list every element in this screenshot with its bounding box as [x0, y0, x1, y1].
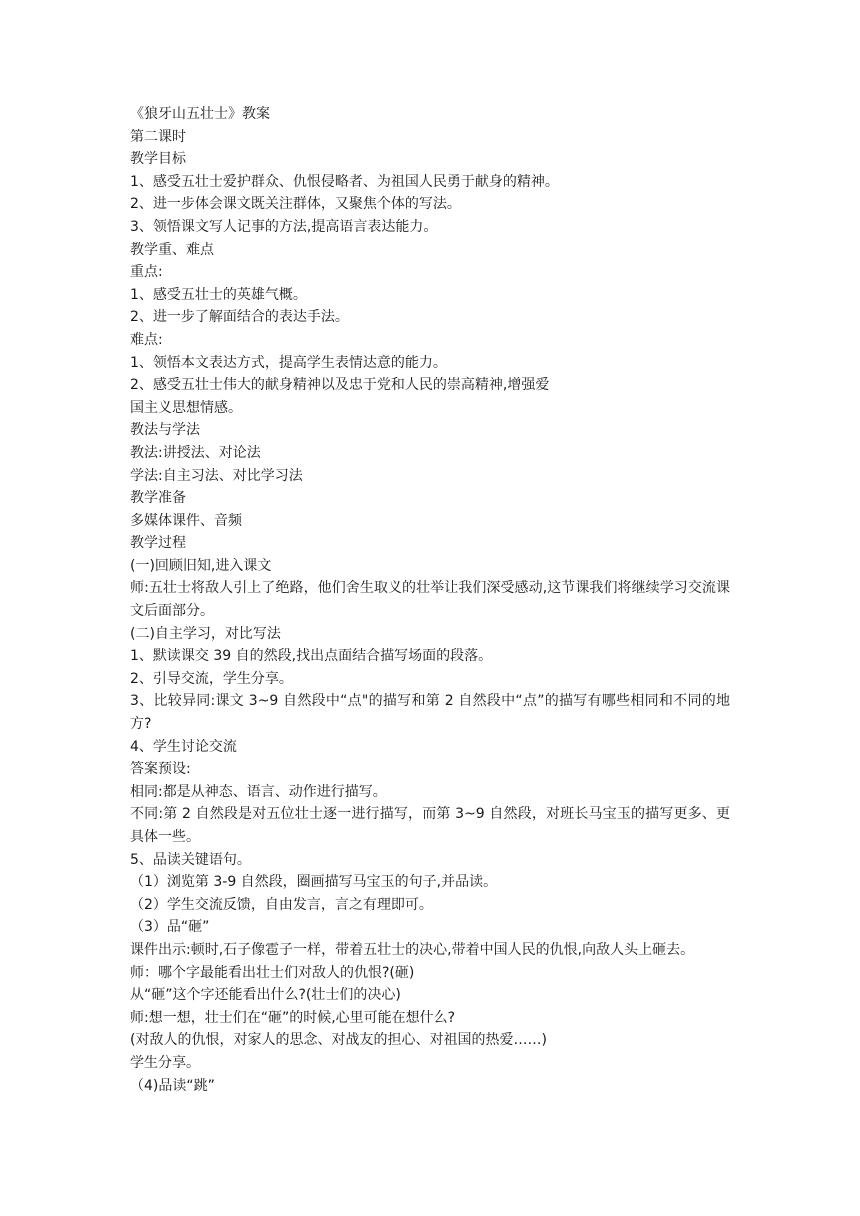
paragraph: 课件出示:顿时,石子像雹子一样，带着五壮士的决心,带着中国人民的仇恨,向敌人头上砸去。: [130, 941, 695, 958]
subheading: (一)回顾旧知,进入课文: [130, 557, 272, 574]
text-line: (对敌人的仇恨，对家人的思念、对战友的担心、对祖国的热爱……): [130, 1032, 547, 1049]
section-heading: 教学过程: [130, 535, 186, 552]
text-line: 师:想一想，壮士们在“砸”的时候,心里可能在想什么?: [130, 1009, 456, 1026]
document-body: [130, 103, 730, 1097]
text-line: 多媒体课件、音频: [130, 512, 242, 529]
text-line: 3、领悟课文写人记事的方法,提高语言表达能力。: [130, 218, 438, 235]
text-line: 师：哪个字最能看出壮士们对敌人的仇恨?(砸): [130, 964, 415, 981]
text-line: 4、学生讨论交流: [130, 738, 237, 755]
document-title: 《狼牙山五壮士》教案: [130, 106, 270, 122]
text-line: 2、进一步了解面结合的表达手法。: [130, 309, 349, 326]
text-line: 从“砸”这个字还能看出什么?(壮士们的决心): [130, 987, 401, 1004]
text-line: 2、感受五壮士伟大的献身精神以及忠于党和人民的崇高精神,增强爱: [130, 377, 550, 394]
paragraph: 师:五壮士将敌人引上了绝路，他们舍生取义的壮举让我们深受感动,这节课我们将继续学习交流课文后面部分。: [130, 580, 730, 620]
lesson-number: 第二课时: [130, 128, 186, 145]
text-line: 2、引导交流，学生分享。: [130, 670, 293, 687]
text-line: 国主义思想情感。: [130, 399, 242, 416]
text-line: （1）浏览第 3-9 自然段，圈画描写马宝玉的句子,并品读。: [130, 874, 498, 891]
text-line: 1、领悟本文表达方式，提高学生表情达意的能力。: [130, 354, 447, 371]
text-line: 学生分享。: [130, 1054, 200, 1071]
section-heading: 教学重、难点: [130, 241, 214, 258]
subheading: 重点:: [130, 264, 163, 281]
text-line: （3）品“砸”: [130, 919, 210, 936]
text-line: 1、感受五壮士的英雄气概。: [130, 286, 307, 303]
subheading: 答案预设:: [130, 761, 191, 778]
text-line: 教法:讲授法、对论法: [130, 444, 261, 461]
section-heading: 教学准备: [130, 490, 186, 507]
text-line: （4)品读“跳”: [130, 1077, 215, 1094]
section-heading: 教法与学法: [130, 422, 200, 439]
paragraph: 3、比较异同:课文 3~9 自然段中“点"的描写和第 2 自然段中“点”的描写有哪些相同和不同的地方?: [130, 693, 730, 733]
subheading: (二)自主学习，对比写法: [130, 625, 281, 642]
text-line: （2）学生交流反馈，自由发言，言之有理即可。: [130, 896, 433, 913]
text-line: 2、进一步体会课文既关注群体，又聚焦个体的写法。: [130, 196, 461, 213]
text-line: 相同:都是从神态、语言、动作进行描写。: [130, 783, 387, 800]
text-line: 1、默读课交 39 自的然段,找出点面结合描写场面的段落。: [130, 648, 493, 665]
paragraph: 不同:第 2 自然段是对五位壮士逐一进行描写，而第 3~9 自然段，对班长马宝玉的描写更多、更具体一些。: [130, 806, 730, 845]
text-line: 5、品读关键语句。: [130, 851, 251, 868]
section-heading: 教学目标: [130, 151, 186, 168]
text-line: 1、感受五壮士爱护群众、仇恨侵略者、为祖国人民勇于献身的精神。: [130, 173, 559, 190]
subheading: 难点:: [130, 331, 163, 348]
text-line: 学法:自主习法、对比学习法: [130, 467, 303, 484]
